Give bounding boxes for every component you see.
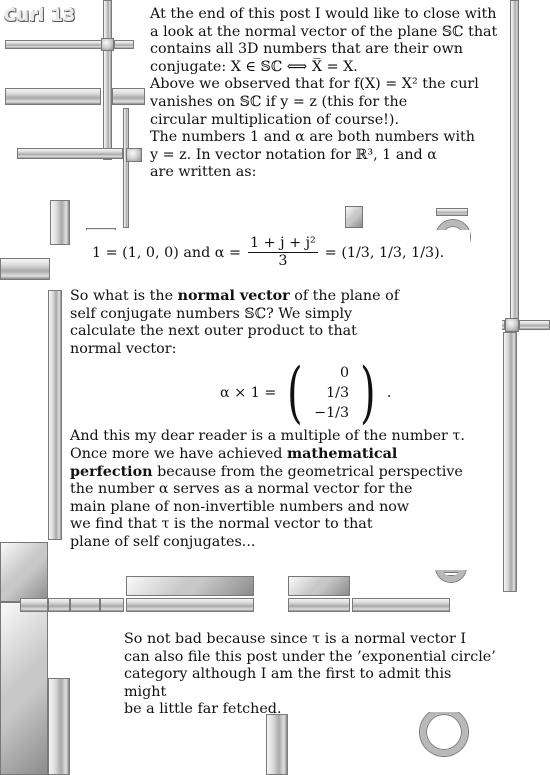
page-title: Curl 13 [4,6,76,26]
middle-line: normal vector: [70,340,177,357]
middle-line: And this my dear reader is a multiple of the number τ. [70,428,465,445]
metal-bar [20,598,48,612]
metal-tile [0,602,48,775]
closing-line: can also file this post under the ’exponential circle’ [124,648,496,665]
intro-line: conjugate: X ∈ 𝕊ℂ ⟺ X̅ = X. [150,58,358,75]
metal-bar [519,320,550,330]
metal-knot [126,148,142,162]
fraction [248,235,318,270]
metal-bar [17,148,123,159]
metal-bar [0,258,50,280]
equation-alpha [92,235,444,270]
intro-line: Above we observed that for f(X) = X² the curl [150,76,479,93]
closing-line: category although I am the first to admit this might [124,666,452,700]
equation-right: = (1/3, 1/3, 1/3). [324,244,445,261]
intro-line: The numbers 1 and α are both numbers with [150,129,476,146]
matrix-entry: −1/3 [314,405,350,421]
equation-left: 1 = (1, 0, 0) and α = [92,244,241,261]
closing-line: So not bad because since τ is a normal vector I [124,631,466,647]
metal-tile [345,206,363,228]
matrix-entry: 0 [339,365,350,381]
metal-tile [126,576,254,596]
text-run: because from the geometrical perspective [157,463,463,480]
matrix-equation [220,354,392,431]
text-run: of the plane of [294,288,399,304]
text-run: Once more we have achieved [70,445,283,462]
middle-line [70,446,498,464]
text-run: So what is the [70,288,174,304]
metal-bar [503,332,517,592]
intro-line: At the end of this post I would like to close with [150,6,497,22]
intro-line: contains all 3D numbers that are their own [150,41,463,58]
closing-line: be a little far fetched. [124,701,282,718]
fraction-denominator: 3 [278,253,288,269]
matrix-end: . [386,385,392,401]
metal-tile [0,542,48,602]
middle-line: calculate the next outer product to that [70,323,357,340]
left-paren: ( [287,354,303,431]
middle-line: main plane of non-invertible numbers and now [70,498,410,515]
metal-bar [510,0,519,320]
metal-bar [70,598,100,612]
metal-bar [50,200,70,245]
metal-bar [352,598,450,612]
middle-line [70,288,498,306]
metal-bar [48,598,70,612]
metal-bar [103,0,112,160]
metal-bar [5,40,103,49]
bold-run: mathematical [287,445,398,462]
metal-bar [288,598,350,612]
fraction-numerator: 1 + j + j² [249,235,316,251]
middle-line: plane of self conjugates... [70,533,256,550]
metal-bar [100,598,124,612]
metal-bar [114,40,134,49]
metal-bar [48,290,62,540]
metal-bar [126,598,254,612]
metal-knot [505,318,519,332]
matrix-lhs: α × 1 = [220,385,277,401]
metal-bar [436,208,468,216]
middle-line: the number α serves as a normal vector for the [70,481,413,498]
bold-run: normal vector [177,288,290,304]
middle-panel [66,288,502,570]
intro-line: y = z. In vector notation for ℝ³, 1 and α [150,146,437,163]
closing-panel [116,628,504,718]
intro-line: are written as: [150,164,257,181]
metal-bar [123,108,129,228]
matrix-column [314,363,349,423]
intro-line: vanishes on 𝕊ℂ if y = z (this for the [150,93,408,110]
bold-run: perfection [70,463,153,480]
metal-knot [101,38,114,51]
metal-bar [112,88,145,105]
intro-line: circular multiplication of course!). [150,111,400,128]
middle-line: we find that τ is the normal vector to that [70,516,373,533]
metal-bar [5,88,101,105]
metal-bar [266,714,288,775]
metal-tile [288,576,350,596]
intro-line: a look at the normal vector of the plane 𝕊ℂ that [150,23,498,40]
middle-line: self conjugate numbers 𝕊ℂ? We simply [70,305,353,322]
matrix-entry: 1/3 [326,385,350,401]
middle-line [70,464,498,482]
metal-bar [48,678,70,775]
right-paren: ) [360,354,376,431]
intro-panel [146,6,504,202]
